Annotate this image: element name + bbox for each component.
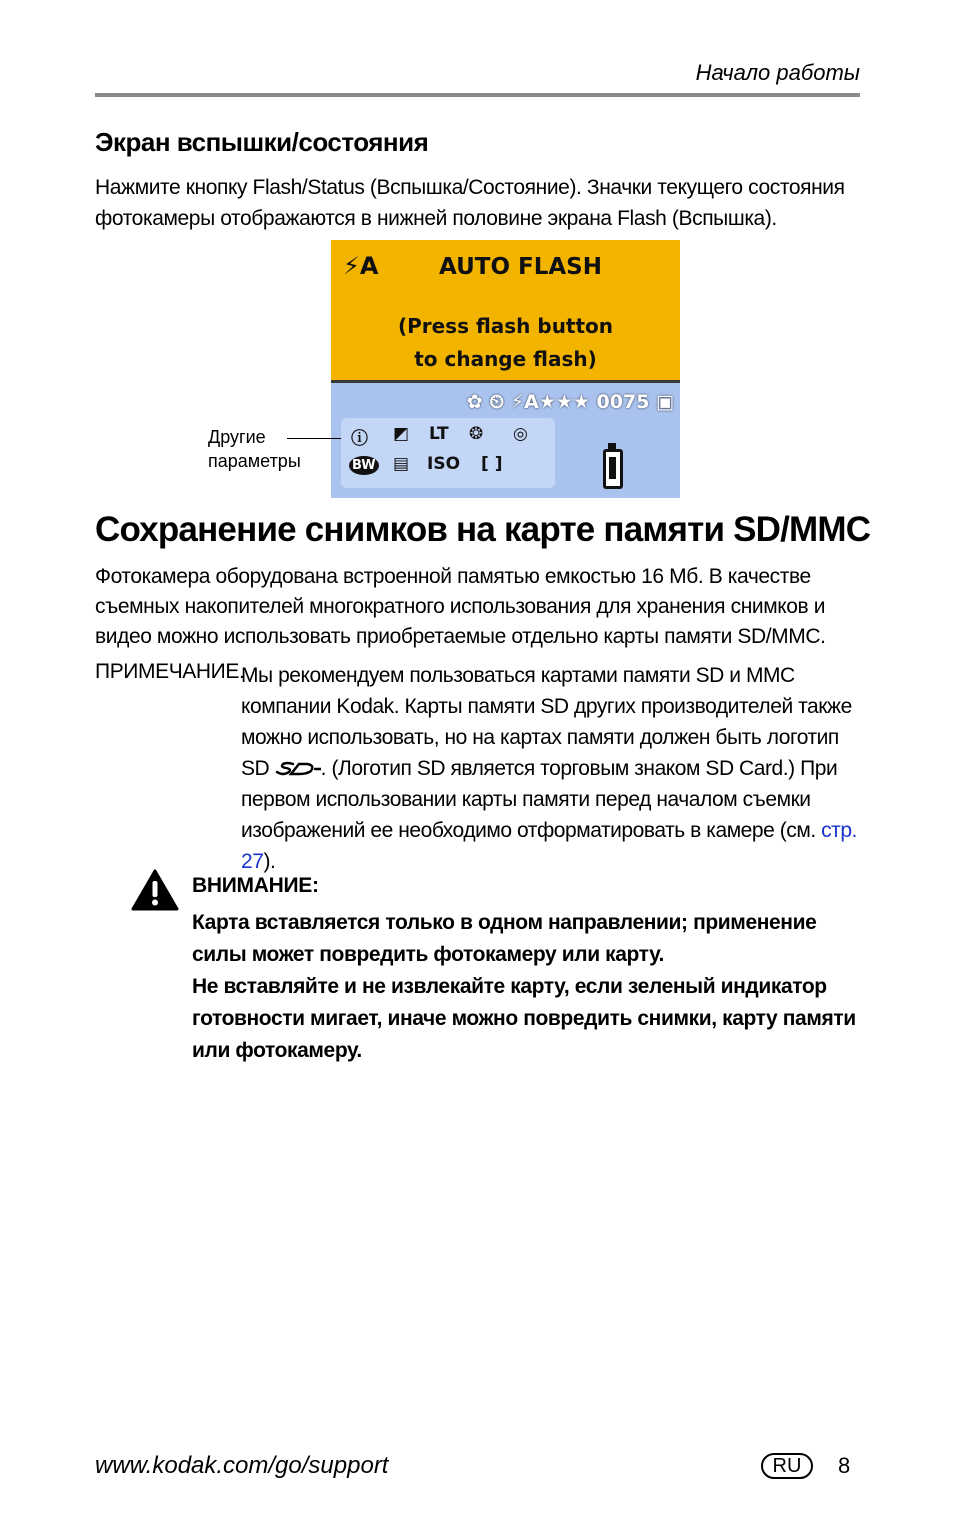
- flash-instruction: [331, 310, 680, 376]
- camera-screen-illustration: [331, 240, 680, 498]
- exposure-compensation-icon: ◩: [393, 424, 410, 444]
- section-body-flash-screen: Нажмите кнопку Flash/Status (Вспышка/Состояние). Значки текущего состояния фотокамеры отображаются в нижней половине экрана Flash (Вспышка).: [95, 176, 845, 230]
- battery-level: [609, 457, 616, 479]
- screen-status-area: [331, 383, 680, 498]
- info-icon: ⓘ: [351, 429, 368, 449]
- section-title-sd-card: Сохранение снимков на карте памяти SD/MMC: [95, 510, 871, 549]
- note-body: [241, 660, 871, 877]
- callout-other-settings: [208, 425, 301, 473]
- running-head: Начало работы: [695, 60, 860, 85]
- instruction-line-1: (Press flash button: [397, 314, 614, 338]
- note-text-2: . (Логотип SD является торговым знаком SD Card.) При первом использовании карты памяти перед началом съемки изображений ее необходимо отформатировать в камере (см.: [241, 757, 838, 842]
- language-badge: RU: [761, 1453, 813, 1479]
- auto-flash-icon: ⚡A: [343, 252, 379, 280]
- iso-icon: ISO: [427, 454, 461, 474]
- warning-body: [192, 907, 872, 1067]
- callout-line-1: Другие: [208, 427, 266, 447]
- header-rule: [95, 93, 860, 97]
- sharpness-icon: ▤: [393, 454, 410, 474]
- screen-top-area: [331, 240, 680, 383]
- flash-mode-title: AUTO FLASH: [439, 254, 602, 280]
- sd-logo-icon: [275, 761, 321, 777]
- footer-support-url: www.kodak.com/go/support: [95, 1452, 389, 1479]
- warning-icon: [131, 869, 179, 911]
- section-body-sd-card: Фотокамера оборудована встроенной памятью емкостью 16 Мб. В качестве съемных накопителей многократного использования для хранения снимков и видео можно использовать приобретаемые отдельно карты памяти SD/MMC.: [95, 565, 826, 648]
- white-balance-icon: ❂: [469, 424, 484, 444]
- other-settings-panel: [341, 418, 555, 488]
- long-time-icon: LT: [429, 424, 449, 444]
- warning-text-1: Карта вставляется только в одном направлении; применение силы может повредить фотокамеру или карту.: [192, 911, 817, 966]
- note-text-3: ).: [263, 850, 276, 873]
- callout-line-2: параметры: [208, 451, 301, 471]
- color-mode-icon: BW: [349, 456, 379, 475]
- note-text-1: Мы рекомендуем пользоваться картами памяти SD и MMC компании Kodak. Карты памяти SD других производителей также можно использовать, но на картах памяти должен быть логотип SD: [241, 664, 852, 780]
- page-number: 8: [838, 1453, 851, 1478]
- note-label: ПРИМЕЧАНИЕ.: [95, 660, 245, 683]
- focus-zone-icon: [ ]: [481, 454, 503, 474]
- callout-pointer-line: [287, 438, 341, 439]
- picture-counter: 0075: [596, 391, 650, 413]
- memory-card-icon: ▣: [656, 391, 674, 413]
- status-icons: ✿ ⏲ ⚡A★★★: [466, 391, 590, 413]
- metering-icon: ◎: [513, 424, 528, 444]
- section-title-flash-screen: Экран вспышки/состояния: [95, 127, 429, 157]
- page-27-link[interactable]: стр. 27: [241, 819, 857, 873]
- warning-title: ВНИМАНИЕ:: [192, 874, 319, 897]
- warning-text-2: Не вставляйте и не извлекайте карту, если зеленый индикатор готовности мигает, иначе можно повредить снимки, карту памяти или фотокамеру.: [192, 975, 856, 1062]
- status-icons-row: [467, 391, 674, 413]
- instruction-line-2: to change flash): [414, 347, 597, 371]
